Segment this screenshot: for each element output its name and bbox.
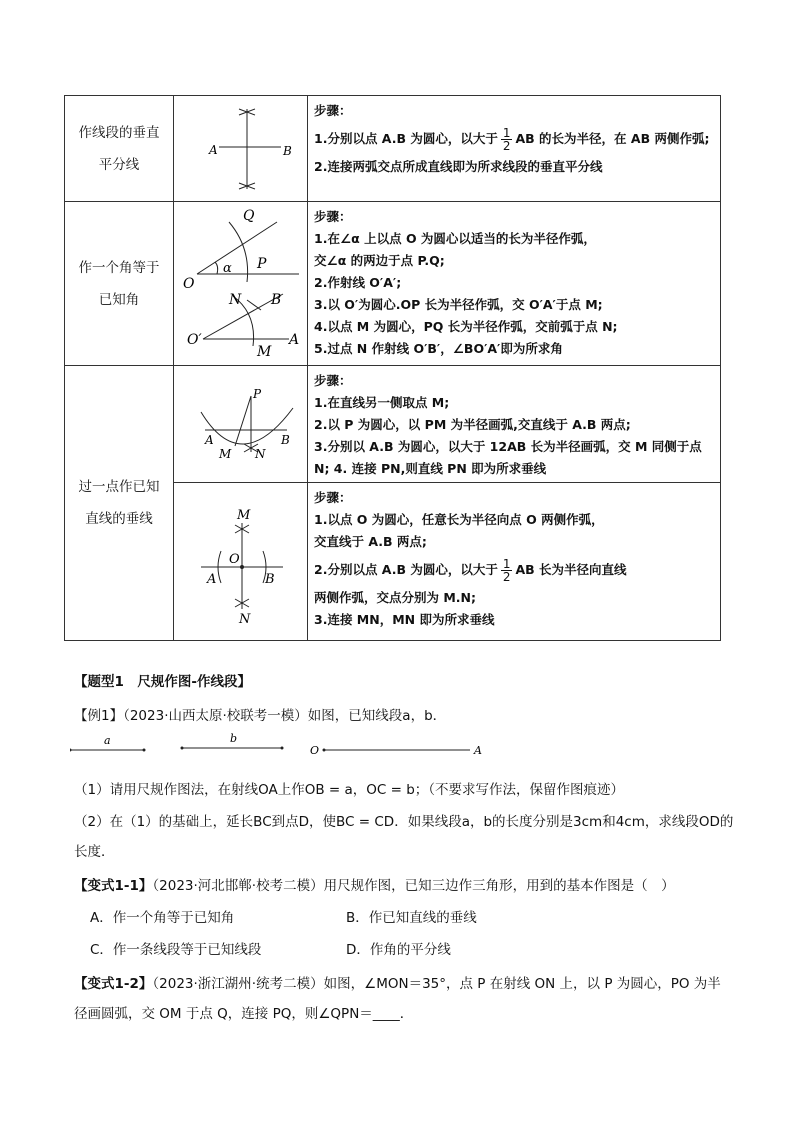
question-label: 【变式1-1】	[74, 878, 153, 894]
steps-title: 步骤：	[314, 209, 352, 224]
step-line	[314, 553, 714, 587]
endpoint	[181, 747, 184, 750]
label-a: A	[206, 571, 216, 587]
label-m: M	[256, 343, 271, 360]
label-b: B	[264, 571, 275, 587]
perpendicular-point-on-line-figure	[181, 487, 301, 637]
question-text: 如图，已知线段a，b．	[307, 708, 447, 724]
question-text: 用尺规作图，已知三边作三角形，用到的基本作图是（ ）	[323, 878, 675, 894]
label-n: N	[228, 291, 241, 308]
label-ray-a: A	[474, 744, 482, 757]
steps-cell	[308, 96, 721, 202]
step-line: N; 4. 连接 PN,则直线 PN 即为所求垂线	[314, 461, 547, 476]
construction-name-line: 平分线	[98, 156, 140, 173]
construction-name-line: 过一点作已知	[78, 479, 160, 495]
endpoint	[281, 747, 284, 750]
step-text: 1.分别以点 A.B 为圆心，以大于	[314, 131, 498, 146]
label-b: B	[280, 433, 290, 447]
construction-name-cell	[65, 96, 174, 202]
construction-name-line: 直线的垂线	[85, 511, 153, 527]
arc-pq	[229, 222, 248, 282]
construction-name-line: 作一个角等于	[78, 259, 160, 276]
option-b: B．作已知直线的垂线	[346, 910, 477, 926]
label-p: P	[256, 255, 266, 272]
construction-name-line: 已知角	[98, 291, 140, 308]
example-1-stem	[74, 704, 446, 724]
step-line: 1.在直线另一侧取点 M;	[314, 395, 450, 410]
fraction	[501, 558, 513, 583]
step-text: AB 的长为半径，在 AB 两侧作弧;	[515, 131, 710, 146]
step-line: 3.以 O′为圆心.OP 长为半径作弧，交 O′A′于点 M;	[314, 297, 603, 312]
label-n: N	[238, 611, 250, 627]
label-ray-o: O	[310, 744, 320, 757]
endpoint	[143, 749, 146, 752]
steps-title: 步骤：	[314, 490, 352, 505]
fraction-denominator: 2	[502, 139, 511, 153]
table-row	[65, 96, 721, 202]
fraction-numerator: 1	[502, 126, 511, 140]
fraction-denominator: 2	[502, 570, 511, 584]
section-title: 【题型1 尺规作图-作线段】	[74, 674, 251, 690]
label-a: A	[204, 433, 214, 447]
steps-cell	[308, 366, 721, 483]
question-source: （2023·河北邯郸·校考二模）	[152, 878, 324, 894]
label-m: M	[236, 507, 250, 523]
option-d: D．作角的平分线	[346, 942, 451, 958]
label-n: N	[254, 447, 265, 461]
step-line: 2.以 P 为圆心，以 PM 为半径画弧,交直线于 A.B 两点;	[314, 417, 631, 432]
table-row	[65, 202, 721, 366]
steps-title: 步骤：	[314, 103, 352, 118]
step-text: 2.分别以点 A.B 为圆心，以大于	[314, 562, 498, 577]
label-a: A	[288, 331, 299, 348]
label-p: P	[252, 387, 261, 401]
steps-title: 步骤：	[314, 373, 352, 388]
step-line: 4.以点 M 为圆心，PQ 长为半径作弧，交前弧于点 N;	[314, 319, 618, 334]
variant-1-1-stem	[74, 874, 675, 894]
construction-name-cell	[65, 366, 174, 641]
arc-from-p	[201, 408, 293, 444]
point-o	[240, 565, 244, 569]
step-line: 3.连接 MN，MN 即为所求垂线	[314, 612, 495, 627]
example-1-question-2-cont: 长度．	[74, 844, 115, 860]
label-o: O	[228, 551, 240, 567]
figure-cell	[174, 483, 308, 641]
steps-cell	[308, 202, 721, 366]
label-alpha: α	[222, 260, 232, 276]
label-q: Q	[242, 207, 254, 224]
variant-1-2-stem	[74, 972, 721, 992]
step-line: 两侧作弧，交点分别为 M.N;	[314, 590, 476, 605]
perpendicular-bisector-figure	[181, 99, 301, 199]
label-m: M	[218, 447, 231, 461]
option-c: C．作一条线段等于已知线段	[90, 942, 262, 958]
figure-cell	[174, 96, 308, 202]
example-1-question-1: （1）请用尺规作图法，在射线OA上作OB = a，OC = b；（不要求写作法，保留作图痕迹）	[74, 782, 625, 798]
label-segment-b: b	[230, 732, 238, 745]
step-line: 2.作射线 O′A′;	[314, 275, 402, 290]
step-line: 1.以点 O 为圆心，任意长为半径向点 O 两侧作弧，	[314, 512, 604, 527]
step-line	[314, 122, 714, 156]
step-line: 交∠α 的两边于点 P.Q;	[314, 253, 445, 268]
fraction-numerator: 1	[502, 557, 511, 571]
label-a: A	[208, 142, 218, 157]
table-row	[65, 366, 721, 483]
segments-figure	[70, 732, 500, 762]
angle-arc	[215, 262, 218, 274]
perpendicular-point-outside-figure	[181, 368, 301, 480]
label-o-prime: O′	[186, 331, 202, 348]
fraction	[501, 127, 513, 152]
step-line: 交直线于 A.B 两点;	[314, 534, 427, 549]
construction-name-cell	[65, 202, 174, 366]
question-source: （2023·浙江湖州·统考二模）	[152, 976, 324, 992]
endpoint	[70, 749, 72, 752]
step-line: 3.分别以 A.B 为圆心，以大于 12AB 长为半径画弧，交 M 同侧于点	[314, 439, 702, 454]
arc-n	[247, 300, 261, 310]
example-1-question-2: （2）在（1）的基础上，延长BC到点D，使BC = CD．如果线段a，b的长度分别是3cm和4cm，求线段OD的	[74, 814, 734, 830]
question-label: 【例1】	[74, 708, 124, 724]
label-b: B	[282, 143, 292, 158]
option-a: A．作一个角等于已知角	[90, 910, 235, 926]
figure-cell	[174, 366, 308, 483]
step-line: 1.在∠α 上以点 O 为圆心以适当的长为半径作弧，	[314, 231, 596, 246]
variant-1-2-stem-cont: 径画圆弧，交 OM 于点 Q，连接 PQ，则∠QPN＝____．	[74, 1006, 414, 1022]
step-line: 2.连接两弧交点所成直线即为所求线段的垂直平分线	[314, 159, 603, 174]
segment-pm	[235, 396, 251, 446]
construction-name-line: 作线段的垂直	[78, 124, 160, 141]
label-o: O	[182, 275, 194, 292]
steps-cell	[308, 483, 721, 641]
question-label: 【变式1-2】	[74, 976, 153, 992]
question-text: 如图，∠MON＝35°，点 P 在射线 ON 上，以 P 为圆心，PO 为半	[323, 976, 721, 992]
label-b: B	[270, 291, 281, 308]
step-line: 5.过点 N 作射线 O′B′，∠BO′A′即为所求角	[314, 341, 563, 356]
step-text: AB 长为半径向直线	[515, 562, 627, 577]
figure-cell	[174, 202, 308, 366]
label-segment-a: a	[104, 734, 111, 747]
question-source: （2023·山西太原·校联考一模）	[123, 708, 308, 724]
copy-angle-figure	[177, 204, 305, 364]
construction-steps-table	[64, 95, 721, 641]
